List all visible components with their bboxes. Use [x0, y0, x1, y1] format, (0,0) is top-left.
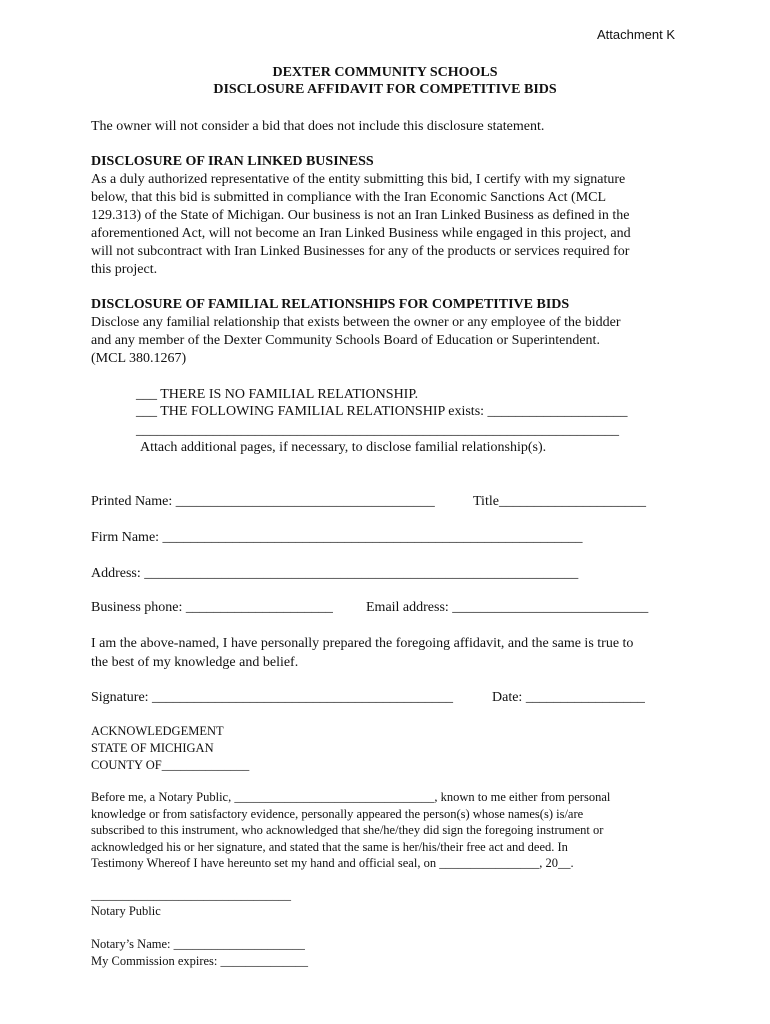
iran-line: aforementioned Act, will not become an Iran Linked Business while engaged in this project, and — [91, 226, 631, 241]
commission-expires-field[interactable]: My Commission expires: ______________ — [91, 954, 309, 968]
familial-heading: DISCLOSURE OF FAMILIAL RELATIONSHIPS FOR COMPETITIVE BIDS — [91, 297, 570, 312]
ack-state: STATE OF MICHIGAN — [91, 741, 214, 755]
notary-para-line: acknowledged his or her signature, and stated that the same is her/his/their free act and deed. In — [91, 840, 568, 854]
business-phone-field[interactable]: Business phone: _____________________ — [91, 600, 333, 615]
iran-line: below, that this bid is submitted in compliance with the Iran Economic Sanctions Act (MCL — [91, 190, 607, 205]
option-no-relationship[interactable]: ___ THERE IS NO FAMILIAL RELATIONSHIP. — [136, 387, 419, 402]
familial-line: (MCL 380.1267) — [91, 351, 187, 366]
org-title: DEXTER COMMUNITY SCHOOLS — [272, 65, 498, 80]
title-field[interactable]: Title_____________________ — [473, 494, 646, 509]
iran-line: this project. — [91, 262, 158, 277]
notary-para-line: Testimony Whereof I have hereunto set my hand and official seal, on ________________, 20__. — [91, 856, 574, 870]
notary-para-line: knowledge or from satisfactory evidence, personally appeared the person(s) whose names(s) is/are — [91, 807, 584, 821]
iran-line: As a duly authorized representative of the entity submitting this bid, I certify with my signature — [91, 172, 626, 187]
attest-line: the best of my knowledge and belief. — [91, 655, 299, 670]
relationship-extra-line[interactable]: _____________________________________________________________________ — [136, 423, 619, 438]
ack-heading: ACKNOWLEDGEMENT — [91, 724, 224, 738]
attach-note: Attach additional pages, if necessary, to disclose familial relationship(s). — [140, 440, 547, 455]
date-field[interactable]: Date: _________________ — [492, 690, 645, 705]
attest-line: I am the above-named, I have personally prepared the foregoing affidavit, and the same is true to — [91, 636, 634, 651]
iran-line: 129.313) of the State of Michigan. Our business is not an Iran Linked Business as defined in the — [91, 208, 630, 223]
notary-name-field[interactable]: Notary’s Name: _____________________ — [91, 937, 305, 951]
email-field[interactable]: Email address: ____________________________ — [366, 600, 649, 615]
familial-line: and any member of the Dexter Community Schools Board of Education or Superintendent. — [91, 333, 600, 348]
intro-text: The owner will not consider a bid that does not include this disclosure statement. — [91, 119, 545, 134]
notary-para-line: Before me, a Notary Public, ________________________________, known to me either from personal — [91, 790, 611, 804]
firm-name-field[interactable]: Firm Name: ____________________________________________________________ — [91, 530, 583, 545]
notary-para-line: subscribed to this instrument, who acknowledged that she/he/they did sign the foregoing instrument or — [91, 823, 604, 837]
iran-line: will not subcontract with Iran Linked Businesses for any of the products or services required for — [91, 244, 630, 259]
address-field[interactable]: Address: ______________________________________________________________ — [91, 566, 579, 581]
option-following-relationship[interactable]: ___ THE FOLLOWING FAMILIAL RELATIONSHIP exists: ____________________ — [136, 404, 628, 419]
notary-public-label: Notary Public — [91, 904, 161, 918]
ack-county-field[interactable]: COUNTY OF______________ — [91, 758, 250, 772]
attachment-label: Attachment K — [597, 27, 676, 42]
iran-heading: DISCLOSURE OF IRAN LINKED BUSINESS — [91, 154, 374, 169]
form-title: DISCLOSURE AFFIDAVIT FOR COMPETITIVE BIDS — [213, 82, 557, 97]
printed-name-field[interactable]: Printed Name: _____________________________________ — [91, 494, 435, 509]
signature-field[interactable]: Signature: ___________________________________________ — [91, 690, 454, 705]
notary-signature-line[interactable]: ________________________________ — [91, 888, 291, 902]
familial-line: Disclose any familial relationship that exists between the owner or any employee of the bidder — [91, 315, 621, 330]
